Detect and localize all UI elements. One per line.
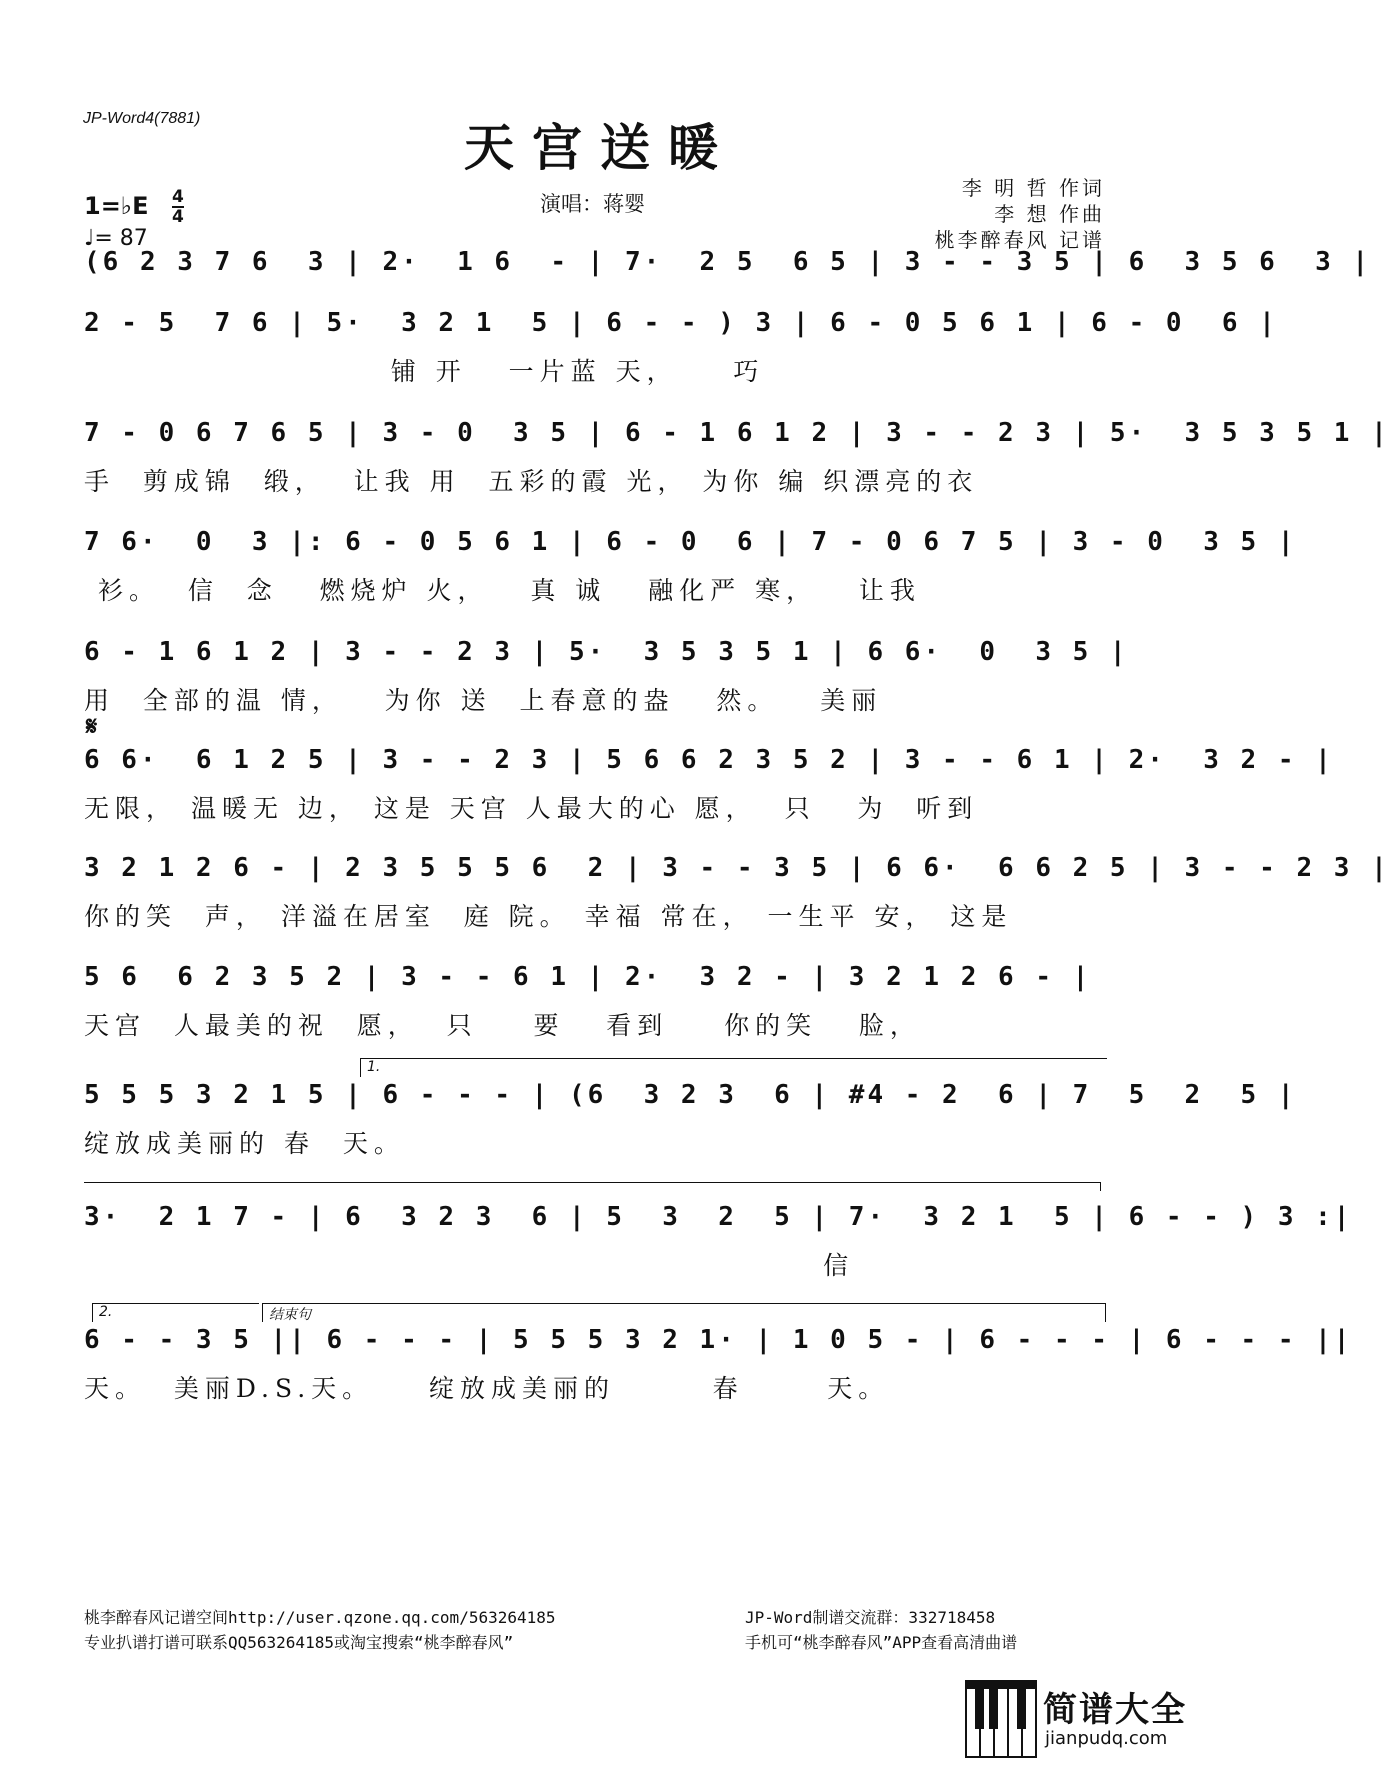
time-bottom: 4 [172,207,184,227]
notes-line: 5 6 6 2 3 5 2 | 3 - - 6 1 | 2· 3 2 - | 3 2 1 2 6 - | [84,962,1092,992]
lyrics-line: 用 全部的温 情， 为你 送 上春意的盎 然。 美丽 [84,686,883,715]
lyrics-line: 信 [84,1251,855,1280]
footer-space-link[interactable]: 桃李醉春风记谱空间http://user.qzone.qq.com/563264185 [84,1608,556,1627]
key-signature: 1=♭E [84,192,149,220]
notes-line: (6 2 3 7 6 3 | 2· 1 6 - | 7· 2 5 6 5 | 3 - - 3 5 | 6 3 5 6 3 | [84,247,1372,277]
footer-contact: 专业扒谱打谱可联系QQ563264185或淘宝搜索“桃李醉春风” [84,1633,514,1652]
notes-line: 3 2 1 2 6 - | 2 3 5 5 5 6 2 | 3 - - 3 5 | 6 6· 6 6 2 5 | 3 - - 2 3 | [84,853,1390,883]
lyrics-line: 天。 美丽D.S.天。 绽放成美丽的 春 天。 [84,1374,890,1403]
lyrics-line: 铺 开 一片蓝 天， 巧 [84,357,765,386]
segno-sign: 𝄋 [86,712,98,742]
notes-line: 7 - 0 6 7 6 5 | 3 - 0 3 5 | 6 - 1 6 1 2 | 3 - - 2 3 | 5· 3 5 3 5 1 | [84,418,1390,448]
lyrics-line: 绽放成美丽的 春 天。 [84,1129,405,1158]
notes-line: 5 5 5 3 2 1 5 | 6 - - - | (6 3 2 3 6 | #4 - 2 6 | 7 5 2 5 | [84,1080,1297,1110]
notes-line: 6 - 1 6 1 2 | 3 - - 2 3 | 5· 3 5 3 5 1 | 6 6· 0 3 5 | [84,637,1129,667]
time-top: 4 [172,187,184,207]
footer-app: 手机可“桃李醉春风”APP查看高清曲谱 [745,1633,1018,1652]
site-watermark [965,1680,1190,1760]
watermark-url[interactable]: jianpudq.com [1045,1728,1168,1749]
notes-line: 3· 2 1 7 - | 6 3 2 3 6 | 5 3 2 5 | 7· 3 2 1 5 | 6 - - ) 3 :| [84,1202,1353,1232]
volta-1-continuation [84,1182,1101,1191]
tempo-marking: ♩= 87 [84,226,148,251]
ending-bracket [262,1303,1106,1322]
transcriber-credit: 桃李醉春风 记谱 [934,228,1105,252]
song-title: 天宫送暖 [464,118,736,177]
watermark-name: 简谱大全 [1043,1690,1187,1730]
volta-2-label: 2. [99,1304,113,1320]
volta-1-bracket [360,1058,1107,1077]
ending-label: 结束句 [269,1307,311,1323]
notes-line: 6 - - 3 5 || 6 - - - | 5 5 5 3 2 1· | 1 0 5 - | 6 - - - | 6 - - - || [84,1325,1353,1355]
singer: 演唱：蒋婴 [540,192,645,216]
lyrics-line: 天宫 人最美的祝 愿， 只 要 看到 你的笑 脸， [84,1011,921,1040]
notes-line: 7 6· 0 3 |: 6 - 0 5 6 1 | 6 - 0 6 | 7 - 0 6 7 5 | 3 - 0 3 5 | [84,527,1297,557]
volta-1-label: 1. [367,1059,381,1075]
footer-group: JP-Word制谱交流群：332718458 [745,1608,996,1627]
software-label: JP-Word4(7881) [83,110,201,127]
composer-credit: 李 想 作曲 [994,202,1105,226]
notes-line: 6 6· 6 1 2 5 | 3 - - 2 3 | 5 6 6 2 3 5 2 | 3 - - 6 1 | 2· 3 2 - | [84,745,1334,775]
time-signature [172,188,184,226]
lyrics-line: 手 剪成锦 缎， 让我 用 五彩的霞 光， 为你 编 织漂亮的衣 [84,467,979,496]
lyrics-line: 衫。 信 念 燃烧炉 火， 真 诚 融化严 寒， 让我 [84,576,921,605]
lyricist-credit: 李 明 哲 作词 [961,176,1105,200]
piano-icon [965,1680,1037,1758]
volta-2-bracket [92,1303,259,1322]
notes-line: 2 - 5 7 6 | 5· 3 2 1 5 | 6 - - ) 3 | 6 - 0 5 6 1 | 6 - 0 6 | [84,308,1278,338]
lyrics-line: 你的笑 声， 洋溢在居室 庭 院。 幸福 常在， 一生平 安， 这是 [84,902,1013,931]
lyrics-line: 无限， 温暖无 边， 这是 天宫 人最大的心 愿， 只 为 听到 [84,794,979,823]
